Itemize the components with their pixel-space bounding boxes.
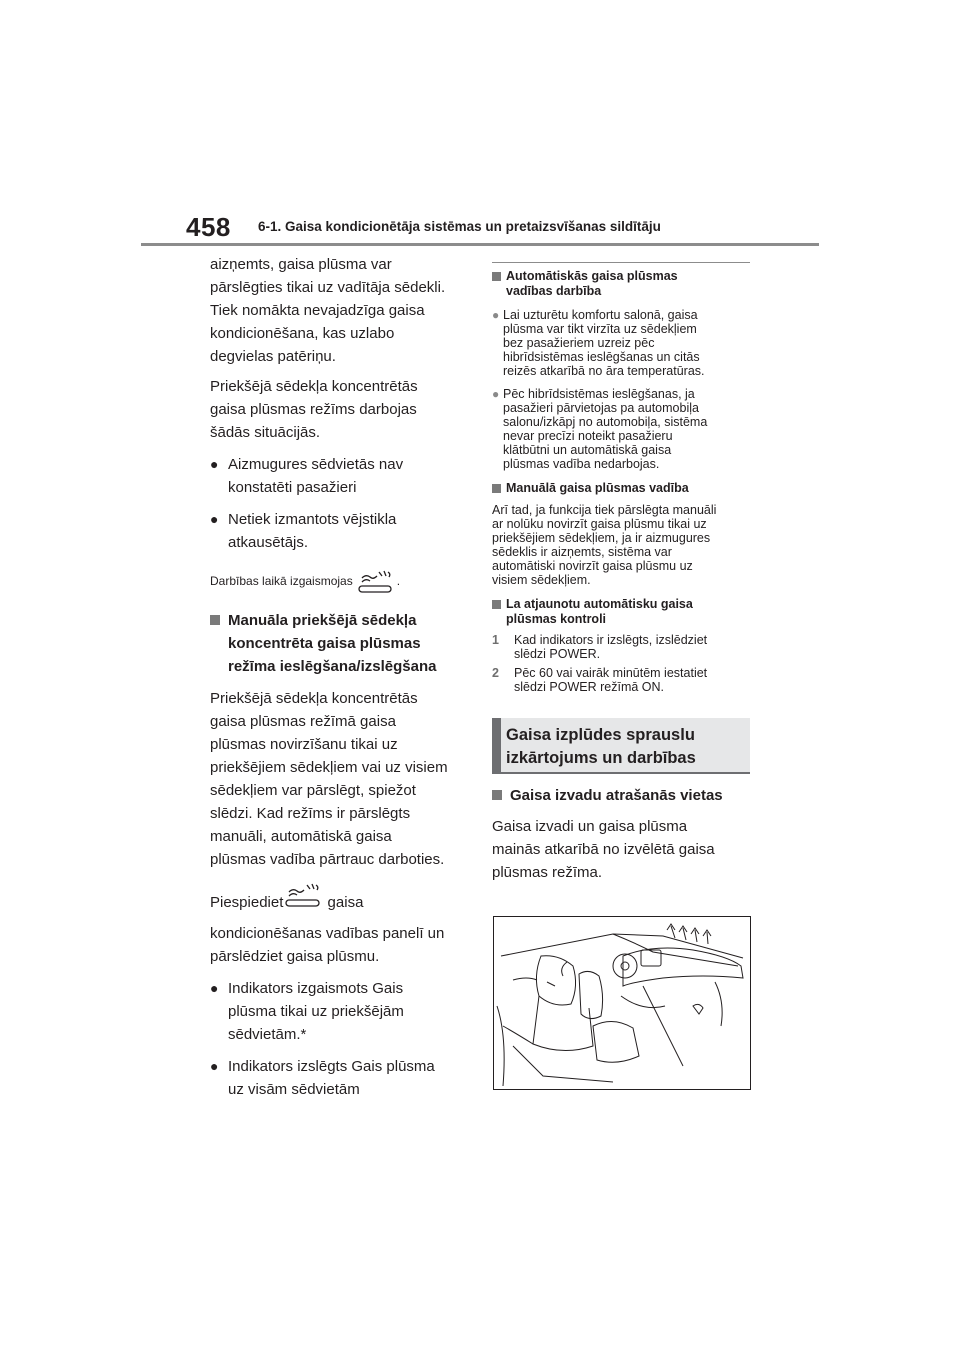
text-line: Priekšējā sēdekļa koncentrētās: [210, 690, 418, 707]
list-item: [492, 387, 750, 471]
text-line: plūsmas vadība nedarbojas.: [503, 457, 660, 471]
paragraph-press: [210, 881, 472, 968]
section-title-bar: [492, 718, 501, 772]
text-line: degvielas patēriņu.: [210, 348, 336, 365]
square-bullet-icon: [492, 790, 502, 800]
note-text: Darbības laikā izgaismojas: [210, 574, 353, 588]
text-line: plūsmas novirzīšanu tikai uz: [210, 736, 398, 753]
list-item: [210, 1055, 472, 1101]
text-line: Kad indikators ir izslēgts, izslēdziet: [514, 633, 708, 647]
text-line: Indikators izslēgts Gais plūsma: [228, 1058, 435, 1075]
text-line: konstatēti pasažieri: [228, 479, 357, 496]
round-bullet-icon: ●: [210, 456, 219, 472]
text-line: mainās atkarībā no izvēlētā gaisa: [492, 841, 715, 858]
page-number: 458: [186, 212, 231, 242]
front-seat-concentrated-airflow-icon: [283, 881, 323, 909]
note-end: .: [396, 574, 401, 588]
heading-line: koncentrēta gaisa plūsmas: [228, 635, 421, 652]
text-line: atkausētājs.: [228, 534, 309, 551]
step-number: 2: [492, 666, 499, 680]
text-line: Tiek nomākta nevajadzīga gaisa: [210, 302, 425, 319]
heading-line: Automātiskās gaisa plūsmas: [506, 269, 678, 283]
text-line: ar nolūku novirzīt gaisa plūsmu tikai uz: [492, 517, 707, 531]
step-item: [492, 633, 750, 661]
heading-line: izkārtojums un darbības: [506, 749, 696, 767]
text-line: pasažieri pārvietojas pa automobiļa: [503, 401, 699, 415]
text-line: šādās situācijās.: [210, 424, 321, 441]
paragraph-manual-control: [492, 503, 750, 587]
text-line: slēdzi POWER.: [514, 647, 601, 661]
heading-line: Manuālā gaisa plūsmas vadība: [506, 481, 689, 495]
text-line: gaisa plūsmas režīms darbojas: [210, 401, 417, 418]
text-line: priekšējiem sēdekļiem vai uz visiem: [210, 759, 448, 776]
text-line: manuāli, automātiskā gaisa: [210, 828, 392, 845]
section-heading: [492, 784, 750, 807]
text-line: gaisa plūsmas režīmā gaisa: [210, 713, 396, 730]
text-line: kondicionēšanas vadības panelī un: [210, 925, 445, 942]
square-bullet-icon: [492, 272, 501, 281]
left-column: [210, 253, 472, 1101]
round-bullet-icon: ●: [210, 511, 219, 527]
text-line: salonu/izkāpj no automobiļa, sistēma: [503, 415, 708, 429]
front-seat-concentrated-airflow-icon: [356, 568, 394, 594]
text-line: sēdekļiem var pārslēgt, spiežot: [210, 782, 416, 799]
step-number: 1: [492, 633, 499, 647]
text-line: sēdeklis ir aizņemts, sistēma var: [492, 545, 672, 559]
text-line: plūsma var tikt virzīta uz sēdekļiem: [503, 322, 697, 336]
text-line: reizēs atkarībā no āra temperatūras.: [503, 364, 705, 378]
subsection-heading: [492, 597, 750, 627]
subsection-heading: [492, 481, 750, 496]
car-interior-illustration-svg: [493, 916, 751, 1090]
list-item: [492, 308, 750, 378]
text-line: nevar precīzi noteikt pasažieru: [503, 429, 673, 443]
round-bullet-icon: ●: [210, 980, 219, 996]
paragraph-continued: [210, 253, 472, 368]
heading-line: plūsmas kontroli: [506, 612, 607, 626]
car-interior-illustration: [493, 916, 751, 1095]
text-line: plūsmas režīma.: [492, 864, 603, 881]
text-line: uz visām sēdvietām: [228, 1081, 360, 1098]
text-line: Pēc hibrīdsistēmas ieslēgšanas, ja: [503, 387, 695, 401]
text-line: pārslēdziet gaisa plūsmu.: [210, 948, 380, 965]
text-line: plūsmas vadība pārtrauc darboties.: [210, 851, 445, 868]
round-bullet-icon: ●: [492, 308, 500, 322]
text-line: Priekšējā sēdekļa koncentrētās: [210, 378, 418, 395]
step-item: [492, 666, 750, 694]
heading-line: Manuāla priekšējā sēdekļa: [228, 612, 417, 629]
section-heading: [210, 609, 472, 678]
text-line: Aizmugures sēdvietās nav: [228, 456, 404, 473]
text-line: bez pasažieriem uzreiz pēc: [503, 336, 655, 350]
text-fragment: gaisa: [323, 894, 364, 911]
text-line: automātiski novirzīt gaisa plūsmu uz: [492, 559, 693, 573]
round-bullet-icon: ●: [492, 387, 500, 401]
round-bullet-icon: ●: [210, 1058, 219, 1074]
list-item: [210, 508, 472, 554]
text-line: Pēc 60 vai vairāk minūtēm iestatiet: [514, 666, 708, 680]
text-line: Indikators izgaismots Gais: [228, 980, 404, 997]
list-item: [210, 977, 472, 1046]
text-line: slēdzi. Kad režīms ir pārslēgts: [210, 805, 411, 822]
square-bullet-icon: [492, 600, 501, 609]
square-bullet-icon: [492, 484, 501, 493]
right-column: [492, 262, 750, 884]
text-line: Netiek izmantots vējstikla: [228, 511, 397, 528]
column-rule: [492, 262, 750, 263]
indicator-note: [210, 568, 472, 594]
paragraph-vents: [492, 815, 750, 884]
text-line: aizņemts, gaisa plūsma var: [210, 256, 392, 273]
section-title: [506, 724, 696, 770]
paragraph-manual: [210, 687, 472, 871]
text-line: Gaisa izvadi un gaisa plūsma: [492, 818, 688, 835]
heading-line: Gaisa izvadu atrašanās vietas: [510, 787, 723, 804]
text-fragment: Piespiediet: [210, 894, 284, 911]
section-title-box: [492, 718, 750, 774]
heading-line: Gaisa izplūdes sprauslu: [506, 726, 695, 744]
text-line: plūsma tikai uz priekšējām: [228, 1003, 404, 1020]
text-line: kondicionēšana, kas uzlabo: [210, 325, 395, 342]
heading-line: vadības darbība: [506, 284, 602, 298]
subsection-heading: [492, 269, 750, 299]
text-line: hibrīdsistēmas ieslēgšanas un citās: [503, 350, 700, 364]
paragraph-situations: [210, 375, 472, 444]
text-line: klātbūtni un automātiskā gaisa: [503, 443, 672, 457]
list-item: [210, 453, 472, 499]
text-line: slēdzi POWER režīmā ON.: [514, 680, 665, 694]
heading-line: režīma ieslēgšana/izslēgšana: [228, 658, 437, 675]
text-line: priekšējiem sēdekļiem, ja ir aizmugures: [492, 531, 711, 545]
heading-line: La atjaunotu automātisku gaisa: [506, 597, 693, 611]
text-line: pārslēgties tikai uz vadītāja sēdekli.: [210, 279, 446, 296]
text-line: visiem sēdekļiem.: [492, 573, 591, 587]
header-rule: [141, 243, 819, 246]
page-header-title: 6-1. Gaisa kondicionētāja sistēmas un pretaizsvīšanas sildītāju: [258, 219, 661, 234]
square-bullet-icon: [210, 615, 220, 625]
text-line: Arī tad, ja funkcija tiek pārslēgta manuāli: [492, 503, 717, 517]
text-line: Lai uzturētu komfortu salonā, gaisa: [503, 308, 698, 322]
text-line: sēdvietām.*: [228, 1026, 307, 1043]
